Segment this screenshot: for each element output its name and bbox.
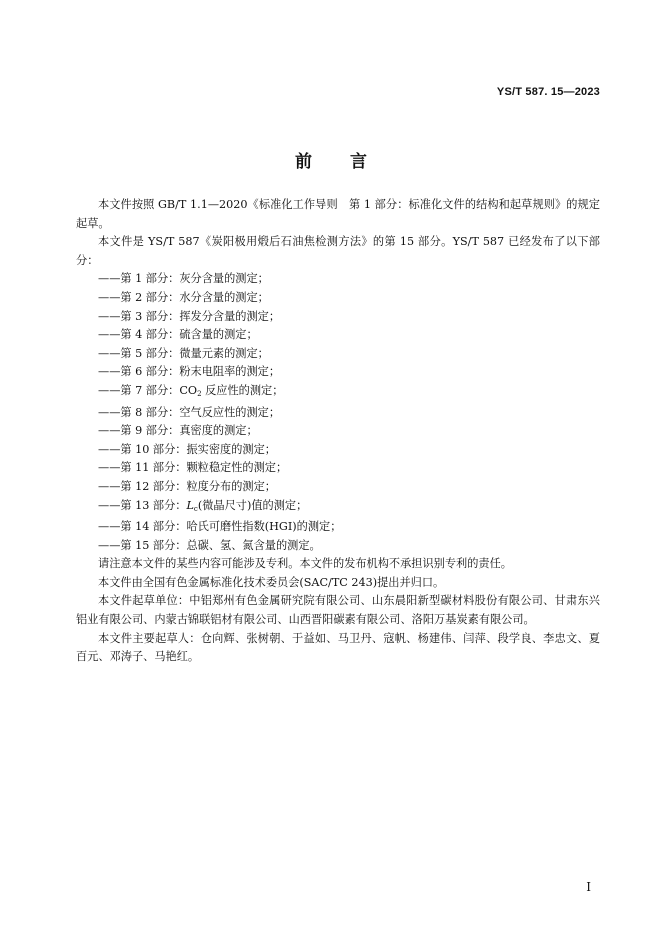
part-list-item <box>76 308 600 327</box>
page-number: I <box>586 880 591 894</box>
part-text: 第 13 部分： <box>120 498 187 512</box>
part-text-suffix: (微晶尺寸)值的测定； <box>197 498 308 512</box>
part-text: 第 3 部分：挥发分含量的测定； <box>120 309 281 323</box>
part-symbol: L <box>186 498 194 512</box>
part-list-item <box>76 326 600 345</box>
paragraph-patent-notice: 请注意本文件的某些内容可能涉及专利。本文件的发布机构不承担识别专利的责任。 <box>98 557 512 571</box>
part-list-item <box>76 478 600 497</box>
part-text-suffix: 反应性的测定； <box>201 383 284 397</box>
list-dash: —— <box>98 328 121 342</box>
part-text: 第 12 部分：粒度分布的测定； <box>120 479 276 493</box>
list-dash: —— <box>98 461 121 475</box>
paragraph-drafting-units: 本文件起草单位：中铝郑州有色金属研究院有限公司、山东晨阳新型碳材料股份有限公司、甘肃东兴铝业有限公司、内蒙古锦联铝材有限公司、山西晋阳碳素有限公司、洛阳万基炭素有限公司。 <box>76 594 600 627</box>
part-text: 第 8 部分：空气反应性的测定； <box>120 405 281 419</box>
list-dash: —— <box>98 479 121 493</box>
part-subscript: c <box>193 504 198 513</box>
list-dash: —— <box>98 383 121 397</box>
part-list-item <box>76 518 600 537</box>
list-dash: —— <box>98 498 121 512</box>
part-list-item <box>76 537 600 556</box>
paragraph-series-intro: 本文件是 YS/T 587《炭阳极用煅后石油焦检测方法》的第 15 部分。YS/T 587 已经发布了以下部分： <box>76 235 600 267</box>
part-text: 第 15 部分：总碳、氢、氮含量的测定。 <box>120 538 321 552</box>
part-list-item <box>76 422 600 441</box>
part-list-item <box>76 289 600 308</box>
list-dash: —— <box>98 538 121 552</box>
part-subscript: 2 <box>197 389 202 398</box>
title-char-2: 言 <box>350 152 367 172</box>
part-text: 第 1 部分：灰分含量的测定； <box>120 272 269 286</box>
list-dash: —— <box>98 424 121 438</box>
part-text: 第 2 部分：水分含量的测定； <box>120 290 269 304</box>
list-dash: —— <box>98 520 121 534</box>
part-list-item <box>76 382 600 404</box>
paragraph-drafting-rules: 本文件按照 GB/T 1.1—2020《标准化工作导则 第 1 部分：标准化文件的结构和起草规则》的规定起草。 <box>76 198 600 230</box>
document-code: YS/T 587. 15—2023 <box>496 86 600 98</box>
part-list-item <box>76 270 600 289</box>
part-list-item <box>76 404 600 423</box>
paragraph-drafters: 本文件主要起草人：仓向辉、张树朝、于益如、马卫丹、寇帆、杨建伟、闫萍、段学良、李忠文、夏百元、邓涛子、马艳红。 <box>76 631 600 664</box>
part-list-item <box>76 345 600 364</box>
list-dash: —— <box>98 365 121 379</box>
part-text: 第 9 部分：真密度的测定； <box>120 424 258 438</box>
foreword-body <box>76 196 600 667</box>
part-text: 第 14 部分：哈氏可磨性指数(HGI)的测定； <box>120 520 342 534</box>
list-dash: —— <box>98 290 121 304</box>
list-dash: —— <box>98 442 121 456</box>
part-list-item <box>76 441 600 460</box>
part-text: 第 6 部分：粉末电阻率的测定； <box>120 365 281 379</box>
list-dash: —— <box>98 346 121 360</box>
paragraph-committee: 本文件由全国有色金属标准化技术委员会(SAC/TC 243)提出并归口。 <box>98 575 445 589</box>
list-dash: —— <box>98 272 121 286</box>
part-text: 第 5 部分：微量元素的测定； <box>120 346 269 360</box>
part-text: 第 7 部分：CO <box>120 383 198 397</box>
parts-list <box>76 270 600 555</box>
title-char-1: 前 <box>295 152 312 172</box>
part-text: 第 10 部分：振实密度的测定； <box>120 442 276 456</box>
list-dash: —— <box>98 405 121 419</box>
list-dash: —— <box>98 309 121 323</box>
part-list-item <box>76 497 600 519</box>
page-title <box>0 147 662 172</box>
part-text: 第 11 部分：颗粒稳定性的测定； <box>120 461 288 475</box>
part-list-item <box>76 459 600 478</box>
part-text: 第 4 部分：硫含量的测定； <box>120 328 258 342</box>
part-list-item <box>76 363 600 382</box>
